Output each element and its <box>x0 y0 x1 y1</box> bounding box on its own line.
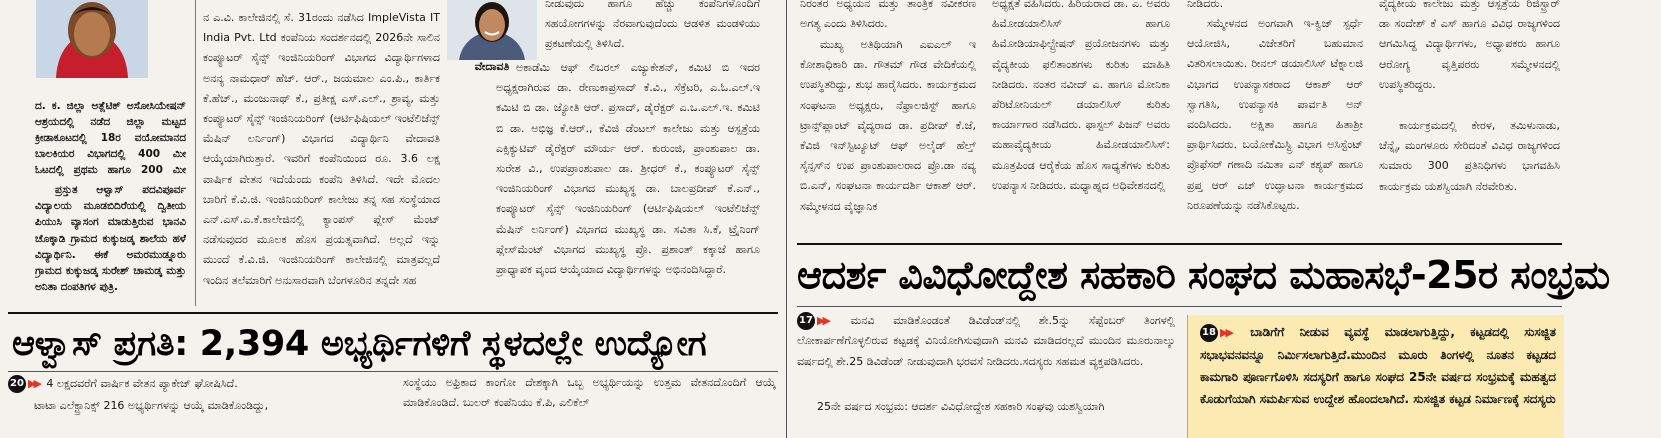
job-fair-lead-text: 4 ಲಕ್ಷದವರೆಗೆ ವಾರ್ಷಿಕ ವೇತನ ಪ್ಯಾಕೇಜ್ ಘೋಷಿಸಿದೆ. <box>46 377 238 390</box>
conference-story-col1: ಮುಖ್ಯ ಅತಿಥಿಯಾಗಿ ಎಐಎಲ್ ಇ ಕೋಶಾಧಿಕಾರಿ ಡಾ. ಗೌತಮ್ ಗೌಡ ವೇದಿಕೆಯಲ್ಲಿ ಉಪಸ್ಥಿತರಿದ್ದು, ಶುಭ ಹಾರೈಸಿದರು. ಕಾರ್ಯಕ್ರಮದ ಸಂಘಟನಾ ಅಧ್ಯಕ್ಷರು, ನೆಫ್ರಾಲಜಿಸ್ಟ್ ಹಾಗೂ ಟ್ರಾನ್ಸ್‌ಪ್ಲಾಂಟ್ ವೈದ್ಯರಾದ ಡಾ. ಪ್ರದೀಪ್ ಕೆ.ಜೆ, ಕೆವಿಜಿ ಇನ್‌ಸ್ಟಿಟ್ಯೂಟ್ ಆಫ್ ಅಲೈಡ್ ಹೆಲ್ತ್ ಸೈನ್ಸಸ್‌ನ ಉಪ ಪ್ರಾಂಶುಪಾಲರಾದ ಪ್ರೊ.ಡಾ ನವ್ಯ ಬಿ.ಎನ್, ಸಂಘಟನಾ ಕಾರ್ಯದರ್ಶಿ ಆಕಾಶ್ ಆರ್. ಸಮ್ಮೇಳನದ ವೈಜ್ಞಾನಿಕ <box>800 38 976 213</box>
society-story-text: ಮನವಿ ಮಾಡಿಕೊಂಡಂತೆ ಡಿವಿಡೆಂಡ್‌ನಲ್ಲಿ ಶೇ.5ನ್ನು ಸೆಪ್ಟೆಂಬರ್ ತಿಂಗಳಲ್ಲಿ ಲೋಕಾರ್ಪಣೆಗೊಳ್ಳಲಿರುವ ಕಟ್ಟಡಕ್ಕೆ ವಿನಿಯೋಗಿಸುವುದಾಗಿ ಮನವಿ ಮಾಡಿದರಲ್ಲದೆ ಮುಂದಿನ ಮೂರುನಾಲ್ಕು ವರ್ಷದಲ್ಲಿ ಶೇ.25 ಡಿವಿಡೆಂಡ್ ನೀಡುವುದಾಗಿ ಭರವಸೆ ನೀಡಿದರು.ಸದಸ್ಯರು ಸಹಮತ ವ್ಯಕ್ತಪಡಿಸಿದರು. <box>797 314 1175 368</box>
story-number-badge: 18 <box>1200 324 1218 342</box>
athlete-photo <box>36 0 148 78</box>
society-story <box>797 311 1175 393</box>
job-fair-story-col2: ಸಂಸ್ಥೆಯು ಅಫ್ರಿಕಾದ ಕಾಂಗೋ ದೇಶಕ್ಕಾಗಿ ಒಬ್ಬ ಅಭ್ಯರ್ಥಿಯನ್ನು ಉತ್ತಮ ವೇತನದೊಂದಿಗೆ ಆಯ್ಕೆ ಮಾಡಿಕೊಂಡಿದೆ. ಬುಲರ್ ಕಂಪೆನಿಯು ಕೆ.ಪಿ, ಎಲಿಕೆಲ್ <box>403 376 776 410</box>
student-photo <box>447 0 537 60</box>
center-divider <box>786 0 787 438</box>
student-photo-caption: ವೇದಾವತಿ <box>474 60 510 73</box>
right-headline-rule-bottom <box>797 306 1562 307</box>
left-headline-rule-bottom <box>8 371 778 372</box>
story-number-badge: 20 <box>8 375 26 393</box>
right-headline-rule <box>797 243 1562 245</box>
placement-story-col1: ನ ಎ.ವಿ. ಕಾಲೇಜಿನಲ್ಲಿ ಸೆ. 31ರಂದು ನಡೆಸಿದ ImpleVista IT India Pvt. Ltd ಕಂಪೆನಿಯ ಸಂದರ್ಶನದಲ್ಲಿ 2026ನೇ ಸಾಲಿನ ಕಂಪ್ಯೂಟರ್ ಸೈನ್ಸ್ ಇಂಜಿನಿಯರಿಂಗ್ ವಿಭಾಗದ ವಿದ್ಯಾರ್ಥಿಗಳಾದ ಅನನ್ಯ ನಾಮಧಾರ್ ಹೆಚ್. ಆರ್., ಜಯಮಾಲ ಎಂ.ಪಿ., ಕಾರ್ತಿಕ ಕೆ.ಹೆಚ್., ಮಂಜುನಾಥ್ ಕೆ., ಪ್ರತೀಕ್ಷ ಎಸ್.ಎಲ್., ಶ್ರಾವ್ಯ, ಮತ್ತು ಕಂಪ್ಯೂಟರ್ ಸೈನ್ಸ್ ಇಂಜಿನಿಯರಿಂಗ್ (ಆರ್ಟಿಫಿಷಿಯಲ್ ಇಂಟೆಲಿಜೆನ್ಸ್ ಮೆಷಿನ್ ಲರ್ನಿಂಗ್) ವಿಭಾಗದ ವಿದ್ಯಾರ್ಥಿನಿ ವೇದಾವತಿ ಆಯ್ಕೆಯಾಗಿರುತ್ತಾರೆ. ಇವರಿಗೆ ಕಂಪೆನಿಯಿಂದ ರೂ. 3.6 ಲಕ್ಷ ವಾರ್ಷಿಕ ವೇತನ ಇದೆಯೆಂದು ಕಂಪೆನಿ ತಿಳಿಸಿದೆ. ಇದೇ ಮೊದಲ ಬಾರಿಗೆ ಕೆ.ವಿ.ಜಿ. ಇಂಜಿನಿಯರಿಂಗ್ ಕಾಲೇಜು ತನ್ನ ಸಹ ಸಂಸ್ಥೆಯಾದ ಎನ್.ಎಸ್.ಎ.ಕೆ.ಕಾಲೇಜಿನಲ್ಲಿ ಕ್ಯಾಂಪಸ್ ಪ್ಲೇಸ್ ಮೆಂಟ್ ನಡೆಸುವುದರ ಮೂಲಕ ಹೊಸ ಪ್ರಯತ್ನವಾಗಿದೆ. ಅಲ್ಲದೆ ಇನ್ನು ಮುಂದೆ ಕೆ.ವಿ.ಜಿ. ಇಂಜಿನಿಯರಿಂಗ್ ಕಾಲೇಜಿನಲ್ಲಿ ಮಾತ್ರವಲ್ಲದೆ ಇಂದಿನ ತಲೆಮಾರಿಗೆ ಅನುಸಾರವಾಗಿ ಬೆಂಗಳೂರಿನ ತನ್ನದೇ ಸಹ <box>203 11 440 287</box>
story-marker-20 <box>8 373 39 395</box>
athlete-caption: ದ. ಕ. ಜಿಲ್ಲಾ ಅತ್ಲೆಟಿಕ್ ಅಸೋಸಿಯೇಷನ್ ಆಶ್ರಯದಲ್ಲಿ ನಡೆದ ಜಿಲ್ಲಾ ಮಟ್ಟದ ಕ್ರೀಡಾಕೂಟದಲ್ಲಿ 18ರ ವಯೋಮಾನದ ಬಾಲಕಿಯರ ವಿಭಾಗದಲ್ಲಿ 400 ಮೀ ಓಟದಲ್ಲಿ ಪ್ರಥಮ ಹಾಗೂ 200 ಮೀ <box>35 100 186 176</box>
conference-story-col3: ಸಮ್ಮೇಳನದ ಅಂಗವಾಗಿ ಇ-ಕ್ವಿಜ್ ಸ್ಪರ್ಧೆ ಆಯೋಜಿಸಿ, ವಿಜೇತರಿಗೆ ಬಹುಮಾನ ವಿತರಿಸಲಾಯಿತು. ರೀನಲ್ ಡಯಾಲಿಸಿಸ್ ಟೆಕ್ನಾಲಜಿ ವಿಭಾಗದ ಉಪನ್ಯಾಸಕರಾದ ಆಕಾಶ್ ಆರ್ ಸ್ವಾಗತಿಸಿ, ಉಪನ್ಯಾಸಕಿ ಪಾರ್ವತಿ ಅನ್ ವಂದಿಸಿದರು. ಅಕ್ಷಿತಾ ಹಾಗೂ ಹಿತಾಶ್ರೀ ಪ್ರಾರ್ಥಿಸಿದರು. ಬಯೋಕೆಮಿಸ್ಟ್ರಿ ವಿಭಾಗ ಅಸಿಸ್ಟೆಂಟ್ ಪ್ರೊಫೆಸರ್ ಗಣಾದಿ ನಮಿತಾ ಎನ್ ಕಶ್ಯಪ್ ಹಾಗೂ ಪ್ರಪ್ತ ಆರ್ ಎಚ್ ಉದ್ಘಾಟನಾ ಕಾರ್ಯಕ್ರಮದ ನಿರೂಪಣೆಯನ್ನು ನಡೆಸಿಕೊಟ್ಟರು. <box>1187 17 1363 212</box>
arrow-icon: ▶▶ <box>1220 325 1231 339</box>
athlete-story: ಪ್ರಸ್ತುತ ಆಳ್ವಾಸ್ ಪದವಿಪೂರ್ವ ವಿದ್ಯಾಲಯ ಮೂಡಬಿದಿರೆಯಲ್ಲಿ ದ್ವಿತೀಯ ಪಿಯುಸಿ ವ್ಯಾಸಂಗ ಮಾಡುತ್ತಿರುವ ಭಾನವಿ ಚೊಕ್ಕಾಡಿ ಗ್ರಾಮದ ಕುಕ್ಕುಜಡ್ಕ ಶಾಲೆಯ ಹಳೆ ವಿದ್ಯಾರ್ಥಿನಿ. ಈಕೆ ಅಮರಮುಡ್ನೂರು ಗ್ರಾಮದ ಕುಕ್ಕುಜಡ್ಕ ಸುರೇಶ್ ಚಾಮಡ್ಕ ಮತ್ತು ಅನಿತಾ ದಂಪತಿಗಳ ಪುತ್ರಿ. <box>35 184 186 294</box>
conference-story-col4: ವೈದ್ಯಕೀಯ ಕಾಲೇಜು ಮತ್ತು ಆಸ್ಪತ್ರೆಯ ರಿಜಿಸ್ಟ್ರಾರ್ ಡಾ ಸಂದೇಶ್ ಕೆ ಎಸ್ ಹಾಗೂ ವಿವಿಧ ರಾಜ್ಯಗಳಿಂದ ಆಗಮಿಸಿದ್ದ ವಿದ್ಯಾರ್ಥಿಗಳು, ಅಧ್ಯಾಪಕರು ಹಾಗೂ ಆರೋಗ್ಯ ವೃತ್ತಿಪರರು ಸಮ್ಮೇಳನದಲ್ಲಿ ಉಪಸ್ಥಿತರಿದ್ದರು. <box>1379 0 1560 91</box>
left-headline: ಆಳ್ವಾಸ್ ಪ್ರಗತಿ: 2,394 ಅಭ್ಯರ್ಥಿಗಳಿಗೆ ಸ್ಥಳದಲ್ಲೇ ಉದ್ಯೋಗ <box>12 324 707 364</box>
conference-story-col2: ಅಧ್ಯಕ್ಷತೆ ವಹಿಸಿದರು. ಹಿರಿಯರಾದ ಡಾ. ಎ. ಅವರು ಹಿಮೋಡಯಾಲಿಸಿಸ್ ಹಾಗೂ ಹಿಮೋಡಿಯಾಫಿಲ್ಟ್ರೇಷನ್ ಪ್ರಯೋಜನಗಳು ಮತ್ತು ವೈದ್ಯಕೀಯ ಫಲಿತಾಂಶಗಳು ಕುರಿತು ಮಾಹಿತಿ ನೀಡಿದರು. ನಂತರ ನವೀದ್ ಎ. ಹಾಗೂ ಮೋನಿಕಾ ಪೆರಿಟೋನಿಯಲ್ ಡಯಾಲಿಸಿಸ್ ಕುರಿತು ಕಾರ್ಯಾಗಾರ ನಡೆಸಿದರು. ಫಾಸ್ಟಲ್ ಪಿಜನ್ ಅವರು ಮಹಾವೈದ್ಯಕೀಯ ಹಿಮೋಡಯಾಲಿಸಿಸ್: ಮೂತ್ರಪಿಂಡ ಆರೈಕೆಯ ಹೊಸ ಸಾಧ್ಯತೆಗಳು ಕುರಿತು ಉಪನ್ಯಾಸ ನೀಡಿದರು. ಮಧ್ಯಾಹ್ನದ ಅಧಿವೇಶನದಲ್ಲಿ <box>992 0 1170 192</box>
highlight-box <box>1187 315 1564 438</box>
job-fair-story-lead <box>8 373 398 395</box>
conference-story-col1-top: ನಿರಂತರ ಅಧ್ಯಯನ ಮತ್ತು ತಾಂತ್ರಿಕ ನವೀಕರಣ ಅಗತ್ಯ ಎಂದು ತಿಳಿಸಿದರು. <box>800 0 976 31</box>
left-headline-rule <box>8 312 778 314</box>
story-marker-17 <box>797 311 828 331</box>
placement-story-col2: ಅಕಾಡೆಮಿ ಆಫ್ ಲಿಬರಲ್ ಎಜ್ಯುಕೇಶನ್, ಕಮಿಟಿ ಬಿ ಇದರ ಅಧ್ಯಕ್ಷರಾಗಿರುವ ಡಾ. ರೇಣುಕಾಪ್ರಸಾದ್ ಕೆ.ವಿ., ಸೆಕ್ರೆಟರಿ, ಎ.ಓ.ಎಲ್.ಇ ಕಮಿಟಿ ಬಿ ಡಾ. ಜ್ಯೋತಿ ಆರ್. ಪ್ರಸಾದ್, ಡೈರೆಕ್ಟರ್ ಎ.ಒ.ಎಲ್.ಇ. ಕಮಿಟಿ ಬಿ ಡಾ. ಅಭಿಜ್ಞ ಕೆ.ಆರ್., ಕೆವಿಜಿ ಡೆಂಟಲ್ ಕಾಲೇಜು ಮತ್ತು ಆಸ್ಪತ್ರೆಯ ಎಕ್ಸಿಕ್ಯುಟಿವ್ ಡೈರೆಕ್ಟರ್ ಮೌರ್ಯ ಆರ್. ಕುರುಂಜಿ, ಪ್ರಾಂಶುಪಾಲ ಡಾ. ಸುರೇಶ ವಿ., ಉಪಪ್ರಾಂಶುಪಾಲ ಡಾ. ಶ್ರೀಧರ್ ಕೆ., ಕಂಪ್ಯೂಟರ್ ಸೈನ್ಸ್ ಇಂಜಿನಿಯರಿಂಗ್ ವಿಭಾಗದ ಮುಖ್ಯಸ್ಥ ಡಾ. ಬಾಲಪ್ರದೀಪ್ ಕೆ.ಎನ್., ಕಂಪ್ಯೂಟರ್ ಸೈನ್ಸ್ ಇಂಜಿನಿಯರಿಂಗ್ (ಆರ್ಟಿಫಿಷಿಯಲ್ ಇಂಟೆಲಿಜೆನ್ಸ್ ಮೆಷಿನ್ ಲರ್ನಿಂಗ್) ವಿಭಾಗದ ಮುಖ್ಯಸ್ಥ ಡಾ. ಸವಿತಾ ಸಿ.ಕೆ, ಟ್ರೈನಿಂಗ್ ಪ್ಲೇಸ್‌ಮೆಂಟ್ ವಿಭಾಗದ ಮುಖ್ಯಸ್ಥ ಪ್ರೊ. ಪ್ರಶಾಂತ್ ಕಕ್ಕಾಜೆ ಹಾಗೂ ಪ್ರಾಧ್ಯಾಪಕ ವೃಂದ ಆಯ್ಕೆಯಾದ ವಿದ್ಯಾರ್ಥಿಗಳನ್ನು ಅಭಿನಂದಿಸಿದ್ದಾರೆ. <box>496 61 760 277</box>
right-headline: ಆದರ್ಶ ವಿವಿಧೋದ್ದೇಶ ಸಹಕಾರಿ ಸಂಘದ ಮಹಾಸಭೆ-25ರ ಸಂಭ್ರಮ <box>797 253 1610 297</box>
placement-story-top: ನೀಡುವುದು ಹಾಗೂ ಹೆಚ್ಚು ಕಂಪೆನಿಗಳೊಂದಿಗೆ ಸಹಯೋಗಗಳನ್ನು ನೆರವಾಗುವುದೆಂದು ಆಡಳಿತ ಮಂಡಳಿಯು ಪ್ರಕಟಣೆಯಲ್ಲಿ ತಿಳಿಸಿದೆ. <box>545 0 760 51</box>
arrow-icon: ▶▶ <box>28 377 39 390</box>
job-fair-story-col1: ಟಾಟಾ ಎಲೆಕ್ಟ್ರಾನಿಕ್ಸ್ 216 ಅಭ್ಯರ್ಥಿಗಳನ್ನು ಆಯ್ಕೆ ಮಾಡಿಕೊಂಡಿದ್ದು, <box>34 399 269 412</box>
society-story-continued: 25ನೇ ವರ್ಷದ ಸಂಭ್ರಮ: ಆದರ್ಶ ವಿವಿಧೋದ್ದೇಶ ಸಹಕಾರಿ ಸಂಘವು ಯಶಸ್ವಿಯಾಗಿ <box>817 400 1105 413</box>
highlight-box-text: ಬಾಡಿಗೆಗೆ ನೀಡುವ ವ್ಯವಸ್ಥೆ ಮಾಡಲಾಗುತ್ತಿದ್ದು, ಕಟ್ಟಡದಲ್ಲಿ ಸುಸಜ್ಜಿತ ಸಭಾಭವನವನ್ನೂ ನಿರ್ಮಿಸಲಾಗುತ್ತಿದೆ.ಮುಂದಿನ ಮೂರು ತಿಂಗಳಲ್ಲಿ ನೂತನ ಕಟ್ಟಡದ ಕಾಮಗಾರಿ ಪೂರ್ಣಗೊಳಿಸಿ ಸದಸ್ಯರಿಗೆ ಹಾಗೂ ಸಂಘದ 25ನೇ ವರ್ಷದ ಸಂಭ್ರಮಕ್ಕೆ ಮಹತ್ವದ ಕೊಡುಗೆಯಾಗಿ ಸಮರ್ಪಿಸುವ ಉದ್ದೇಶ ಹೊಂದಲಾಗಿದೆ. ಸುಸಜ್ಜಿತ ಕಟ್ಟಡ ನಿರ್ಮಾಣಕ್ಕೆ ಸದಸ್ಯರು <box>1200 325 1556 406</box>
conference-story-col3-top: ನೀಡಿದರು. <box>1187 0 1224 10</box>
conference-story-col4b: ಕಾರ್ಯಕ್ರಮದಲ್ಲಿ ಕೇರಳ, ತಮಿಳುನಾಡು, ಚೆನ್ನೈ, ಮಂಗಳೂರು ಸೇರಿದಂತೆ ವಿವಿಧ ರಾಜ್ಯಗಳಿಂದ ಸುಮಾರು 300 ಪ್ರತಿನಿಧಿಗಳು ಭಾಗವಹಿಸಿ ಕಾರ್ಯಕ್ರಮ ಯಶಸ್ವಿಯಾಗಿ ನೆರವೇರಿತು. <box>1379 119 1560 193</box>
column-divider <box>195 0 196 306</box>
story-number-badge: 17 <box>797 312 815 330</box>
story-marker-18 <box>1200 322 1231 344</box>
arrow-icon: ▶▶ <box>817 314 828 327</box>
